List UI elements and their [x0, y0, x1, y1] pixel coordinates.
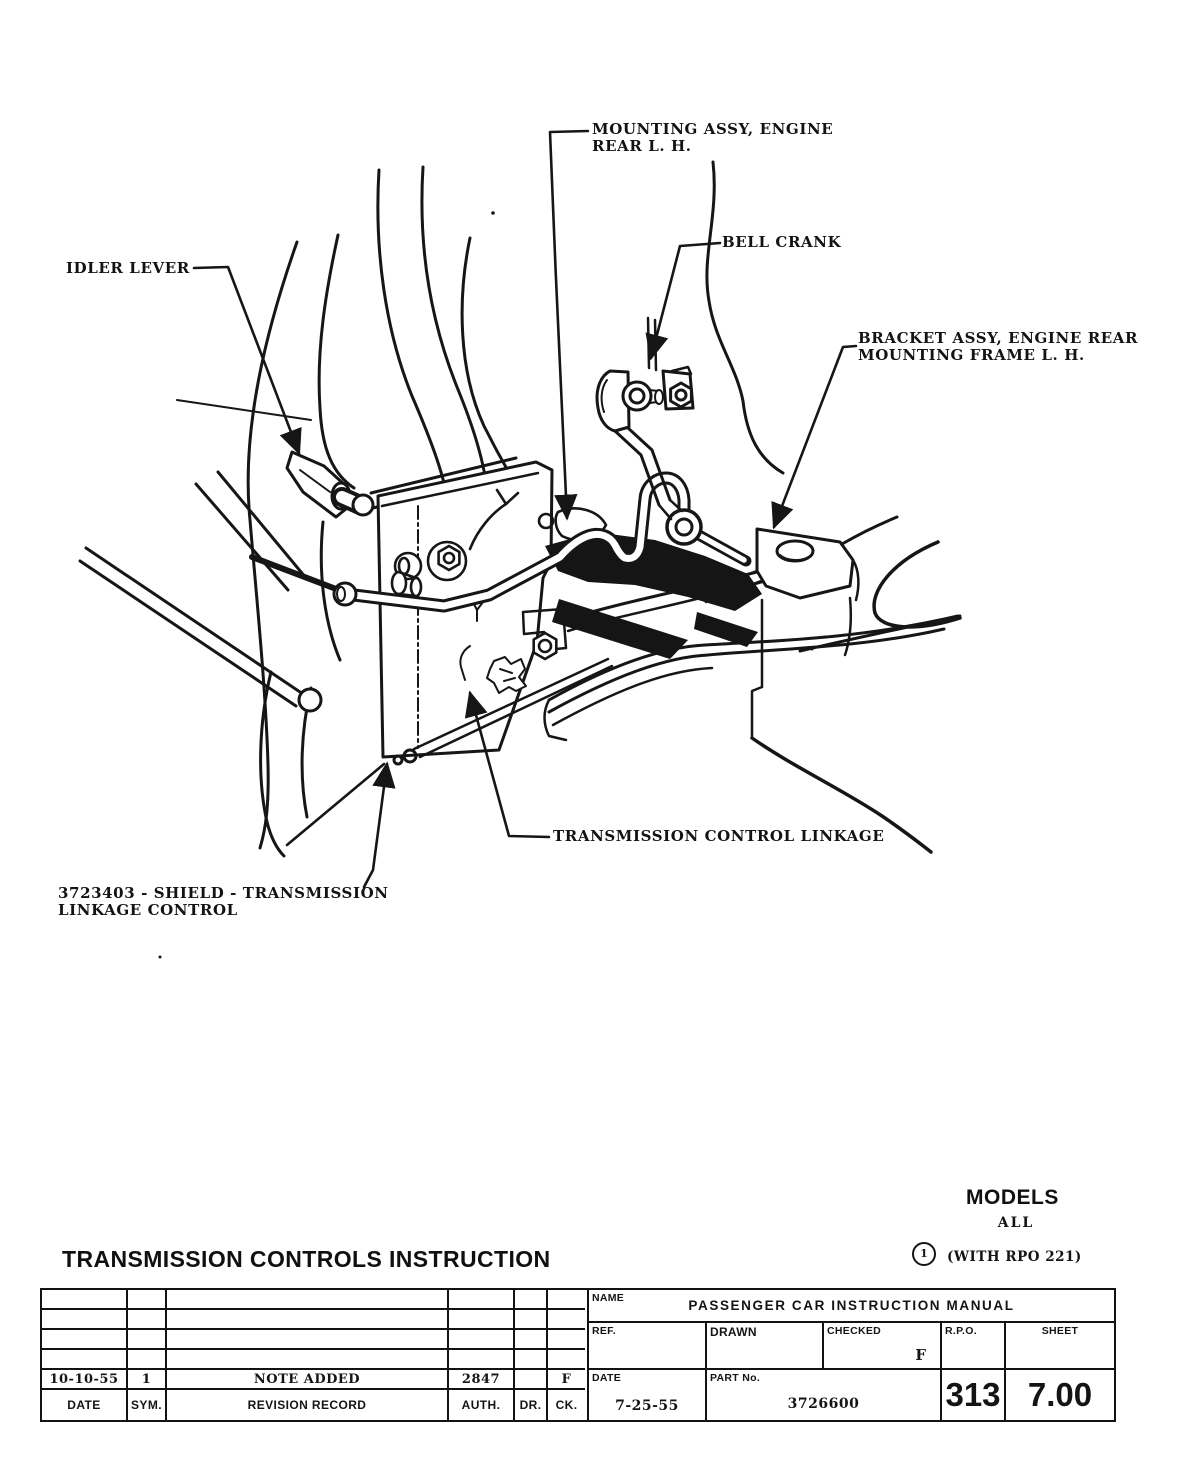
revision-header-auth: AUTH.: [449, 1390, 515, 1420]
sheet-value-cell: [1006, 1370, 1114, 1420]
leader-bracket-assy: [774, 346, 856, 527]
name-cell: [589, 1290, 1114, 1323]
models-heading: MODELS: [966, 1186, 1059, 1209]
callout-bracket-assy: [858, 330, 1138, 364]
rpo-value-cell: [942, 1370, 1006, 1420]
revision-empty-cell: [515, 1330, 548, 1350]
checked-label: CHECKED: [827, 1325, 882, 1337]
leader-idler-lever: [194, 267, 299, 453]
revision-empty-cell: [449, 1310, 515, 1330]
name-label: NAME: [592, 1292, 625, 1304]
revision-empty-cell: [167, 1330, 449, 1350]
revision-empty-cell: [42, 1310, 128, 1330]
revision-header-record: REVISION RECORD: [167, 1390, 449, 1420]
callout-line: TRANSMISSION CONTROL LINKAGE: [553, 827, 885, 845]
revision-empty-cell: [548, 1350, 585, 1370]
revision-empty-cell: [548, 1290, 585, 1310]
revision-entry-record: NOTE ADDED: [167, 1370, 449, 1390]
revision-empty-cell: [548, 1330, 585, 1350]
revision-header-ck: CK.: [555, 1398, 578, 1412]
footnote-text: (WITH RPO 221): [947, 1249, 1082, 1265]
title-block: [40, 1288, 1116, 1422]
revision-empty-cell: [42, 1350, 128, 1370]
revision-empty-cell: [548, 1310, 585, 1330]
date-cell: [589, 1370, 707, 1420]
revision-empty-cell: [42, 1290, 128, 1310]
revision-empty-cell: [167, 1290, 449, 1310]
callout-line: BELL CRANK: [722, 233, 842, 251]
revision-header-dr: DR.: [515, 1390, 548, 1420]
part-number-cell: [707, 1370, 942, 1420]
callout-line: REAR L. H.: [592, 136, 692, 155]
callout-line: LINKAGE CONTROL: [58, 900, 238, 919]
callout-line: MOUNTING ASSY, ENGINE: [592, 120, 834, 138]
drawn-label: DRAWN: [710, 1325, 757, 1339]
callout-transmission-linkage: [553, 828, 884, 845]
callout-line: IDLER LEVER: [66, 259, 190, 277]
name-value: PASSENGER CAR INSTRUCTION MANUAL: [688, 1298, 1015, 1313]
date-label: DATE: [592, 1372, 622, 1384]
date-value: 7-25-55: [615, 1398, 679, 1414]
rpo-value: 313: [945, 1376, 1001, 1413]
leader-shield-main: [364, 764, 387, 887]
revision-empty-cell: [128, 1330, 167, 1350]
revision-header-date: DATE: [42, 1390, 128, 1420]
part-number-value: 3726600: [787, 1396, 860, 1412]
models-value: ALL: [997, 1215, 1035, 1231]
drawn-cell: [707, 1323, 824, 1370]
revision-entry-dr: [515, 1370, 548, 1390]
callout-bell-crank: [722, 234, 841, 251]
revision-empty-cell: [128, 1290, 167, 1310]
checked-value: F: [915, 1346, 926, 1364]
rpo-label-cell: [942, 1323, 1006, 1370]
callout-line: MOUNTING FRAME L. H.: [858, 345, 1085, 364]
checked-cell: [824, 1323, 942, 1370]
revision-empty-cell: [128, 1310, 167, 1330]
revision-empty-cell: [449, 1290, 515, 1310]
callout-idler-lever: [66, 260, 190, 277]
revision-record-table: [42, 1290, 589, 1420]
rpo-label: R.P.O.: [945, 1325, 977, 1337]
revision-empty-cell: [42, 1330, 128, 1350]
revision-empty-cell: [167, 1310, 449, 1330]
revision-empty-cell: [515, 1310, 548, 1330]
callout-line: BRACKET ASSY, ENGINE REAR: [858, 329, 1139, 347]
revision-entry-ck: F: [548, 1370, 585, 1390]
sheet-label: SHEET: [1041, 1325, 1079, 1337]
revision-entry-sym: 1: [128, 1370, 167, 1390]
ref-cell: [589, 1323, 707, 1370]
revision-empty-cell: [167, 1350, 449, 1370]
callout-shield: [58, 885, 389, 919]
revision-empty-cell: [128, 1350, 167, 1370]
part-number-label: PART No.: [710, 1372, 761, 1384]
revision-empty-cell: [449, 1350, 515, 1370]
sheet-value: 7.00: [1027, 1376, 1093, 1413]
revision-header-sym: SYM.: [128, 1390, 167, 1420]
page-title: TRANSMISSION CONTROLS INSTRUCTION: [62, 1246, 551, 1272]
revision-entry-date: 10-10-55: [42, 1370, 128, 1390]
callout-line: 3723403 - SHIELD - TRANSMISSION: [58, 884, 389, 902]
sheet-label-cell: [1006, 1323, 1114, 1370]
revision-empty-cell: [449, 1330, 515, 1350]
drawing-info-block: [589, 1290, 1114, 1420]
revision-empty-cell: [515, 1350, 548, 1370]
callout-mounting-assy: [592, 121, 833, 155]
footnote-number-badge: 1: [912, 1242, 936, 1266]
leader-mounting-assy: [550, 131, 588, 518]
ref-label: REF.: [592, 1325, 616, 1337]
revision-empty-cell: [515, 1290, 548, 1310]
revision-entry-auth: 2847: [449, 1370, 515, 1390]
